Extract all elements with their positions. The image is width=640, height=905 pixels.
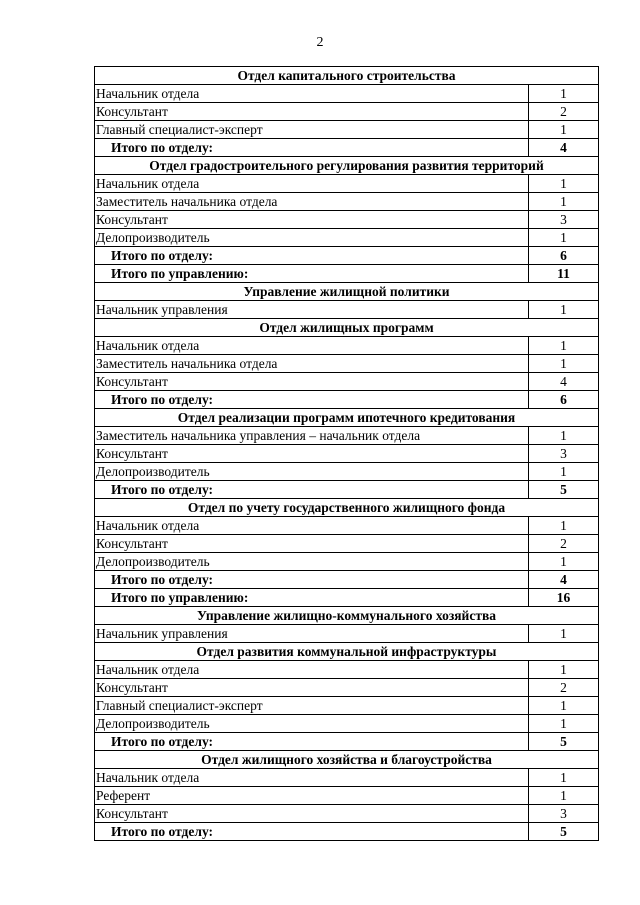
total-count: 6 <box>529 247 599 265</box>
table-row <box>95 445 599 463</box>
total-label: Итого по отделу: <box>95 823 529 841</box>
total-label: Итого по отделу: <box>95 391 529 409</box>
total-row <box>95 481 599 499</box>
table-row <box>95 535 599 553</box>
position-cell: Заместитель начальника отдела <box>95 355 529 373</box>
position-cell: Консультант <box>95 103 529 121</box>
total-count: 5 <box>529 823 599 841</box>
section-title: Отдел по учету государственного жилищного фонда <box>95 499 599 517</box>
count-cell: 1 <box>529 553 599 571</box>
position-cell: Делопроизводитель <box>95 463 529 481</box>
page-number: 2 <box>316 35 324 50</box>
total-label: Итого по управлению: <box>95 589 529 607</box>
position-cell: Референт <box>95 787 529 805</box>
total-row <box>95 265 599 283</box>
table-row <box>95 301 599 319</box>
total-label: Итого по отделу: <box>95 733 529 751</box>
count-cell: 4 <box>529 373 599 391</box>
position-cell: Делопроизводитель <box>95 553 529 571</box>
count-cell: 1 <box>529 301 599 319</box>
table-row <box>95 427 599 445</box>
position-cell: Заместитель начальника отдела <box>95 193 529 211</box>
position-cell: Делопроизводитель <box>95 715 529 733</box>
total-label: Итого по отделу: <box>95 247 529 265</box>
total-count: 6 <box>529 391 599 409</box>
count-cell: 1 <box>529 463 599 481</box>
total-label: Итого по управлению: <box>95 265 529 283</box>
section-header-row <box>95 319 599 337</box>
table-row <box>95 175 599 193</box>
table-row <box>95 715 599 733</box>
table-row <box>95 697 599 715</box>
position-cell: Начальник отдела <box>95 175 529 193</box>
position-cell: Начальник отдела <box>95 85 529 103</box>
section-header-row <box>95 409 599 427</box>
total-label: Итого по отделу: <box>95 571 529 589</box>
position-cell: Начальник отдела <box>95 517 529 535</box>
section-header-row <box>95 283 599 301</box>
section-title: Отдел жилищного хозяйства и благоустройства <box>95 751 599 769</box>
table-row <box>95 229 599 247</box>
count-cell: 3 <box>529 445 599 463</box>
table-row <box>95 553 599 571</box>
section-title: Отдел развития коммунальной инфраструктуры <box>95 643 599 661</box>
table-row <box>95 517 599 535</box>
table-row <box>95 355 599 373</box>
count-cell: 1 <box>529 337 599 355</box>
position-cell: Консультант <box>95 373 529 391</box>
table-row <box>95 661 599 679</box>
position-cell: Начальник отдела <box>95 337 529 355</box>
section-header-row <box>95 157 599 175</box>
total-label: Итого по отделу: <box>95 139 529 157</box>
total-count: 4 <box>529 139 599 157</box>
count-cell: 1 <box>529 85 599 103</box>
position-cell: Главный специалист-эксперт <box>95 121 529 139</box>
total-count: 4 <box>529 571 599 589</box>
table-row <box>95 337 599 355</box>
section-title: Отдел капитального строительства <box>95 67 599 85</box>
table-row <box>95 121 599 139</box>
section-title: Отдел жилищных программ <box>95 319 599 337</box>
table-row <box>95 769 599 787</box>
total-row <box>95 571 599 589</box>
count-cell: 1 <box>529 229 599 247</box>
count-cell: 2 <box>529 535 599 553</box>
position-cell: Заместитель начальника управления – начальник отдела <box>95 427 529 445</box>
count-cell: 1 <box>529 661 599 679</box>
total-count: 5 <box>529 733 599 751</box>
table-row <box>95 787 599 805</box>
position-cell: Начальник управления <box>95 301 529 319</box>
staff-table-body <box>95 67 599 841</box>
section-title: Управление жилищно-коммунального хозяйства <box>95 607 599 625</box>
table-row <box>95 103 599 121</box>
total-row <box>95 247 599 265</box>
count-cell: 1 <box>529 175 599 193</box>
total-count: 16 <box>529 589 599 607</box>
count-cell: 1 <box>529 193 599 211</box>
count-cell: 3 <box>529 211 599 229</box>
position-cell: Начальник отдела <box>95 661 529 679</box>
table-row <box>95 373 599 391</box>
section-title: Управление жилищной политики <box>95 283 599 301</box>
count-cell: 1 <box>529 427 599 445</box>
section-header-row <box>95 607 599 625</box>
section-title: Отдел градостроительного регулирования развития территорий <box>95 157 599 175</box>
section-header-row <box>95 643 599 661</box>
total-row <box>95 589 599 607</box>
section-header-row <box>95 499 599 517</box>
section-header-row <box>95 751 599 769</box>
table-row <box>95 463 599 481</box>
count-cell: 1 <box>529 697 599 715</box>
total-label: Итого по отделу: <box>95 481 529 499</box>
total-count: 5 <box>529 481 599 499</box>
count-cell: 3 <box>529 805 599 823</box>
count-cell: 2 <box>529 679 599 697</box>
position-cell: Консультант <box>95 535 529 553</box>
staff-table <box>94 66 599 841</box>
position-cell: Консультант <box>95 445 529 463</box>
table-row <box>95 625 599 643</box>
position-cell: Начальник отдела <box>95 769 529 787</box>
total-row <box>95 823 599 841</box>
count-cell: 1 <box>529 517 599 535</box>
total-row <box>95 139 599 157</box>
position-cell: Консультант <box>95 679 529 697</box>
count-cell: 1 <box>529 787 599 805</box>
total-count: 11 <box>529 265 599 283</box>
total-row <box>95 391 599 409</box>
count-cell: 1 <box>529 769 599 787</box>
count-cell: 1 <box>529 715 599 733</box>
count-cell: 1 <box>529 355 599 373</box>
position-cell: Главный специалист-эксперт <box>95 697 529 715</box>
position-cell: Делопроизводитель <box>95 229 529 247</box>
table-row <box>95 85 599 103</box>
position-cell: Начальник управления <box>95 625 529 643</box>
count-cell: 1 <box>529 121 599 139</box>
count-cell: 1 <box>529 625 599 643</box>
table-row <box>95 805 599 823</box>
table-row <box>95 679 599 697</box>
position-cell: Консультант <box>95 211 529 229</box>
position-cell: Консультант <box>95 805 529 823</box>
section-header-row <box>95 67 599 85</box>
section-title: Отдел реализации программ ипотечного кредитования <box>95 409 599 427</box>
total-row <box>95 733 599 751</box>
table-row <box>95 193 599 211</box>
count-cell: 2 <box>529 103 599 121</box>
table-row <box>95 211 599 229</box>
